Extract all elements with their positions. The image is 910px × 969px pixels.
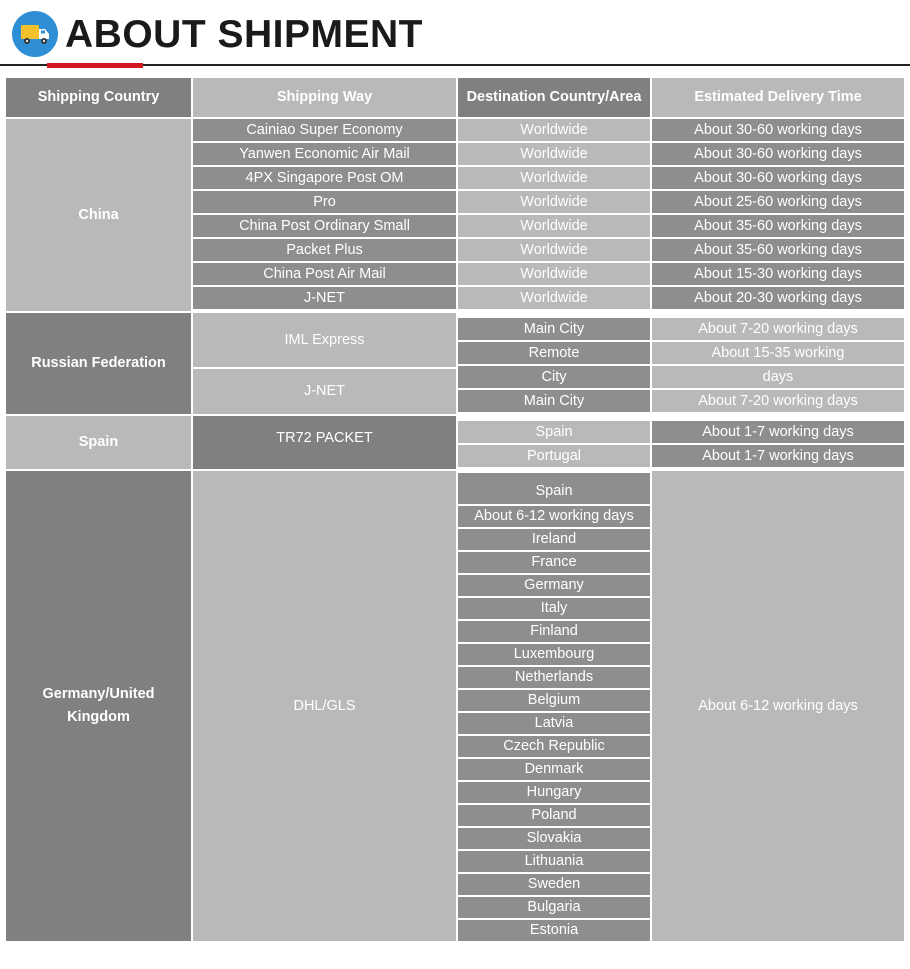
destination-cell: Latvia <box>458 713 650 734</box>
destination-cell: Lithuania <box>458 851 650 872</box>
shipping-way-cell: TR72 PACKET <box>193 416 456 469</box>
delivery-time-cell: About 25-60 working days <box>652 191 904 213</box>
country-cell-china: China <box>6 119 191 311</box>
page-header <box>0 0 910 70</box>
delivery-time-cell: About 35-60 working days <box>652 215 904 237</box>
destination-cell: Worldwide <box>458 191 650 213</box>
destination-cell: Worldwide <box>458 215 650 237</box>
shipping-way-cell: Cainiao Super Economy <box>193 119 456 141</box>
destination-cell: Worldwide <box>458 239 650 261</box>
delivery-time-cell: About 20-30 working days <box>652 287 904 309</box>
destination-cell: Spain <box>458 473 650 504</box>
shipping-way-cell: Yanwen Economic Air Mail <box>193 143 456 165</box>
destination-cell: City <box>458 366 650 388</box>
delivery-time-cell: About 30-60 working days <box>652 119 904 141</box>
delivery-time-cell: About 15-30 working days <box>652 263 904 285</box>
destination-cell: Finland <box>458 621 650 642</box>
delivery-time-cell: About 30-60 working days <box>652 167 904 189</box>
column-header-delivery-time: Estimated Delivery Time <box>652 78 904 117</box>
destination-cell: Luxembourg <box>458 644 650 665</box>
delivery-time-cell: days <box>652 366 904 388</box>
shipping-way-cell: China Post Ordinary Small <box>193 215 456 237</box>
delivery-time-cell: About 7-20 working days <box>652 318 904 340</box>
delivery-truck-icon <box>12 11 58 57</box>
delivery-time-cell: About 1-7 working days <box>652 421 904 443</box>
destination-cell: Czech Republic <box>458 736 650 757</box>
delivery-time-cell: About 1-7 working days <box>652 445 904 467</box>
shipping-way-cell: IML Express <box>193 313 456 367</box>
column-header-shipping-way: Shipping Way <box>193 78 456 117</box>
destination-cell: Worldwide <box>458 263 650 285</box>
destination-cell: Remote <box>458 342 650 364</box>
delivery-time-cell: About 35-60 working days <box>652 239 904 261</box>
destination-cell: Portugal <box>458 445 650 467</box>
header-accent-bar <box>47 63 143 68</box>
destination-cell: Italy <box>458 598 650 619</box>
shipping-way-cell: DHL/GLS <box>193 471 456 941</box>
country-cell-germany-uk: Germany/United Kingdom <box>6 471 191 941</box>
destination-cell: Worldwide <box>458 167 650 189</box>
shipping-way-cell: Packet Plus <box>193 239 456 261</box>
shipping-way-cell: J-NET <box>193 287 456 309</box>
destination-cell: About 6-12 working days <box>458 506 650 527</box>
destination-cell: Denmark <box>458 759 650 780</box>
destination-cell: Slovakia <box>458 828 650 849</box>
destination-cell: Worldwide <box>458 119 650 141</box>
destination-cell: Belgium <box>458 690 650 711</box>
destination-cell: Germany <box>458 575 650 596</box>
column-header-destination: Destination Country/Area <box>458 78 650 117</box>
destination-cell: Hungary <box>458 782 650 803</box>
country-cell-spain: Spain <box>6 416 191 469</box>
destination-cell: Ireland <box>458 529 650 550</box>
shipping-way-cell: 4PX Singapore Post OM <box>193 167 456 189</box>
destination-cell: Estonia <box>458 920 650 941</box>
destination-cell: France <box>458 552 650 573</box>
destination-cell: Spain <box>458 421 650 443</box>
destination-cell: Main City <box>458 318 650 340</box>
shipping-way-cell: China Post Air Mail <box>193 263 456 285</box>
column-header-shipping-country: Shipping Country <box>6 78 191 117</box>
page-title: ABOUT SHIPMENT <box>65 13 423 56</box>
destination-cell: Netherlands <box>458 667 650 688</box>
destination-cell: Main City <box>458 390 650 412</box>
shipping-way-cell: J-NET <box>193 369 456 414</box>
country-cell-russia: Russian Federation <box>6 313 191 414</box>
destination-cell: Worldwide <box>458 143 650 165</box>
destination-cell: Worldwide <box>458 287 650 309</box>
destination-cell: Sweden <box>458 874 650 895</box>
delivery-time-cell: About 15-35 working <box>652 342 904 364</box>
delivery-time-cell: About 6-12 working days <box>652 471 904 941</box>
shipping-way-cell: Pro <box>193 191 456 213</box>
destination-cell: Bulgaria <box>458 897 650 918</box>
delivery-time-cell: About 30-60 working days <box>652 143 904 165</box>
destination-cell: Poland <box>458 805 650 826</box>
delivery-time-cell: About 7-20 working days <box>652 390 904 412</box>
